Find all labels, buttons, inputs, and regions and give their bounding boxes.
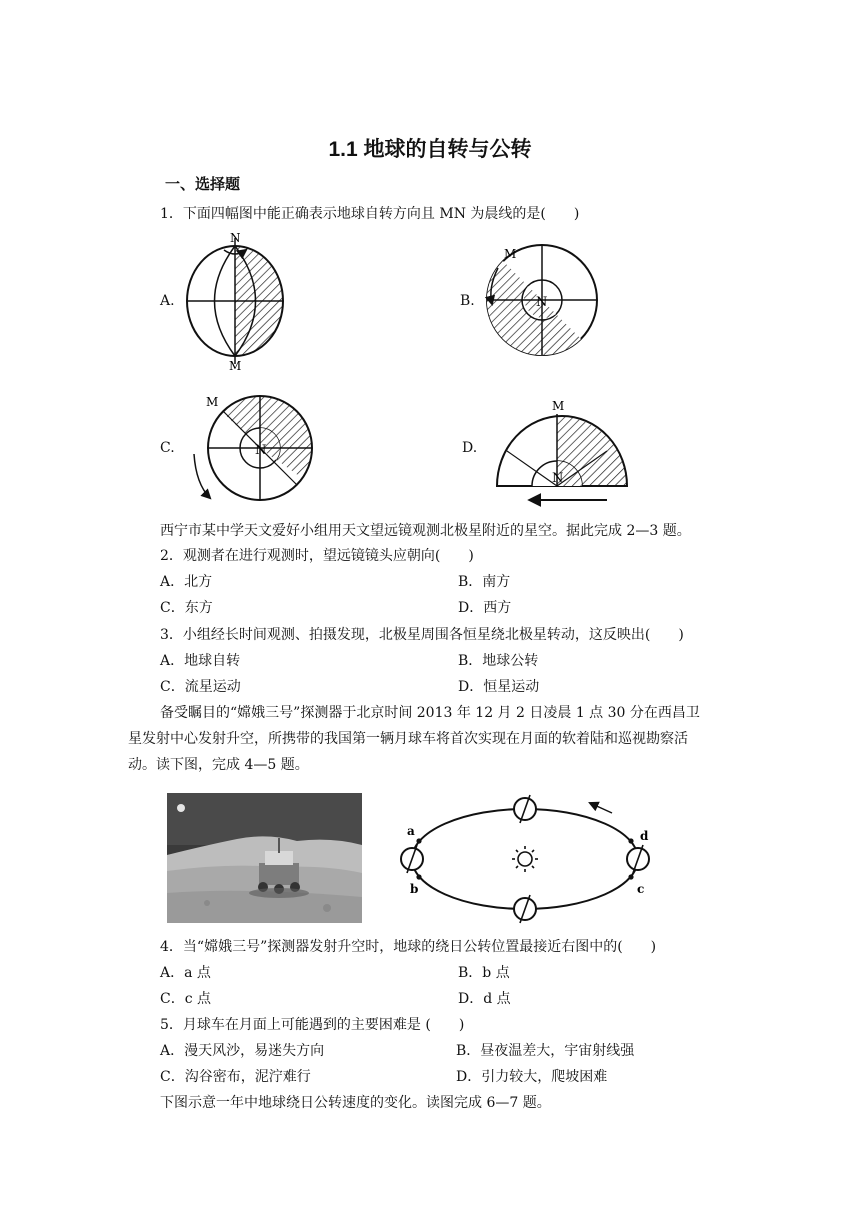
section-heading: 一、选择题 xyxy=(165,176,241,193)
q3-option-c: C．流星运动 xyxy=(160,679,241,695)
orbit-direction-arrow xyxy=(590,803,612,813)
q4-option-b: B．b 点 xyxy=(458,965,510,981)
q1-diagram-a xyxy=(182,228,292,373)
q1-option-b-label: B. xyxy=(460,293,475,309)
diagram-b-m-letter: M xyxy=(504,247,517,261)
q2-option-b: B．南方 xyxy=(458,574,511,590)
lunar-rover-photo xyxy=(167,793,362,923)
orbit-label-b: b xyxy=(410,882,419,896)
q2-option-a: A．北方 xyxy=(160,574,213,590)
orbit-point-a xyxy=(416,838,421,843)
orbit-point-b xyxy=(416,874,421,879)
q2-option-d: D．西方 xyxy=(458,600,512,616)
earth-orbit-diagram xyxy=(390,793,665,925)
q5-option-a: A．漫天风沙，易迷失方向 xyxy=(160,1043,325,1059)
orbit-label-d: d xyxy=(640,829,649,843)
q5-option-d: D．引力较大，爬坡困难 xyxy=(456,1069,608,1085)
q4-option-d: D．d 点 xyxy=(458,991,511,1007)
q3-option-a: A．地球自转 xyxy=(160,653,241,669)
earth-bottom xyxy=(514,895,536,923)
question-2-stem: 2．观测者在进行观测时，望远镜镜头应朝向( ) xyxy=(160,548,474,564)
q3-option-d: D．恒星运动 xyxy=(458,679,540,695)
q1-diagram-c xyxy=(192,392,317,510)
earth-left xyxy=(401,845,423,873)
orbit-point-d xyxy=(628,838,633,843)
q1-diagram-d xyxy=(492,396,632,508)
question-5-stem: 5．月球车在月面上可能遇到的主要困难是 ( ) xyxy=(160,1017,465,1033)
diagram-a-m-letter: M xyxy=(229,359,242,373)
diagram-a-n-letter: N xyxy=(230,231,241,245)
intro-6-7: 下图示意一年中地球绕日公转速度的变化。读图完成 6—7 题。 xyxy=(160,1095,551,1111)
q4-option-a: A．a 点 xyxy=(160,965,211,981)
q3-option-b: B．地球公转 xyxy=(458,653,539,669)
q4-option-c: C．c 点 xyxy=(160,991,212,1007)
intro-4-5-line1: 备受瞩目的“嫦娥三号”探测器于北京时间 2013 年 12 月 2 日凌晨 1 点 30 分在西昌卫 xyxy=(160,705,700,721)
sun-icon xyxy=(512,846,538,872)
intro-4-5-line3: 动。读下图，完成 4—5 题。 xyxy=(128,757,309,773)
q1-option-a-label: A. xyxy=(160,293,175,309)
diagram-d-m-letter: M xyxy=(552,399,565,413)
q1-diagram-b xyxy=(482,238,602,363)
intro-4-5-line2: 星发射中心发射升空，所携带的我国第一辆月球车将首次实现在月面的软着陆和巡视勘察活 xyxy=(128,731,688,747)
q5-option-c: C．沟谷密布，泥泞难行 xyxy=(160,1069,311,1085)
earth-top xyxy=(514,795,536,823)
page-title: 1.1 地球的自转与公转 xyxy=(328,138,532,161)
earth-right xyxy=(627,845,649,873)
diagram-c-m-letter: M xyxy=(206,395,219,409)
diagram-c-n-letter: N xyxy=(255,443,267,458)
question-1-stem: 1．下面四幅图中能正确表示地球自转方向且 MN 为晨线的是( ) xyxy=(160,206,580,222)
q5-option-b: B．昼夜温差大，宇宙射线强 xyxy=(456,1043,635,1059)
question-4-stem: 4．当“嫦娥三号”探测器发射升空时，地球的绕日公转位置最接近右图中的( ) xyxy=(160,939,657,955)
q1-option-d-label: D. xyxy=(462,440,478,456)
intro-2-3: 西宁市某中学天文爱好小组用天文望远镜观测北极星附近的星空。据此完成 2—3 题。 xyxy=(160,523,691,539)
q1-option-c-label: C. xyxy=(160,440,175,456)
orbit-label-c: c xyxy=(637,882,645,896)
diagram-d-n-letter: N xyxy=(552,471,564,486)
orbit-point-c xyxy=(628,874,633,879)
q2-option-c: C．东方 xyxy=(160,600,213,616)
orbit-label-a: a xyxy=(407,824,415,838)
diagram-b-n-letter: N xyxy=(536,295,548,310)
question-3-stem: 3．小组经长时间观测、拍摄发现，北极星周围各恒星绕北极星转动，这反映出( ) xyxy=(160,627,684,643)
